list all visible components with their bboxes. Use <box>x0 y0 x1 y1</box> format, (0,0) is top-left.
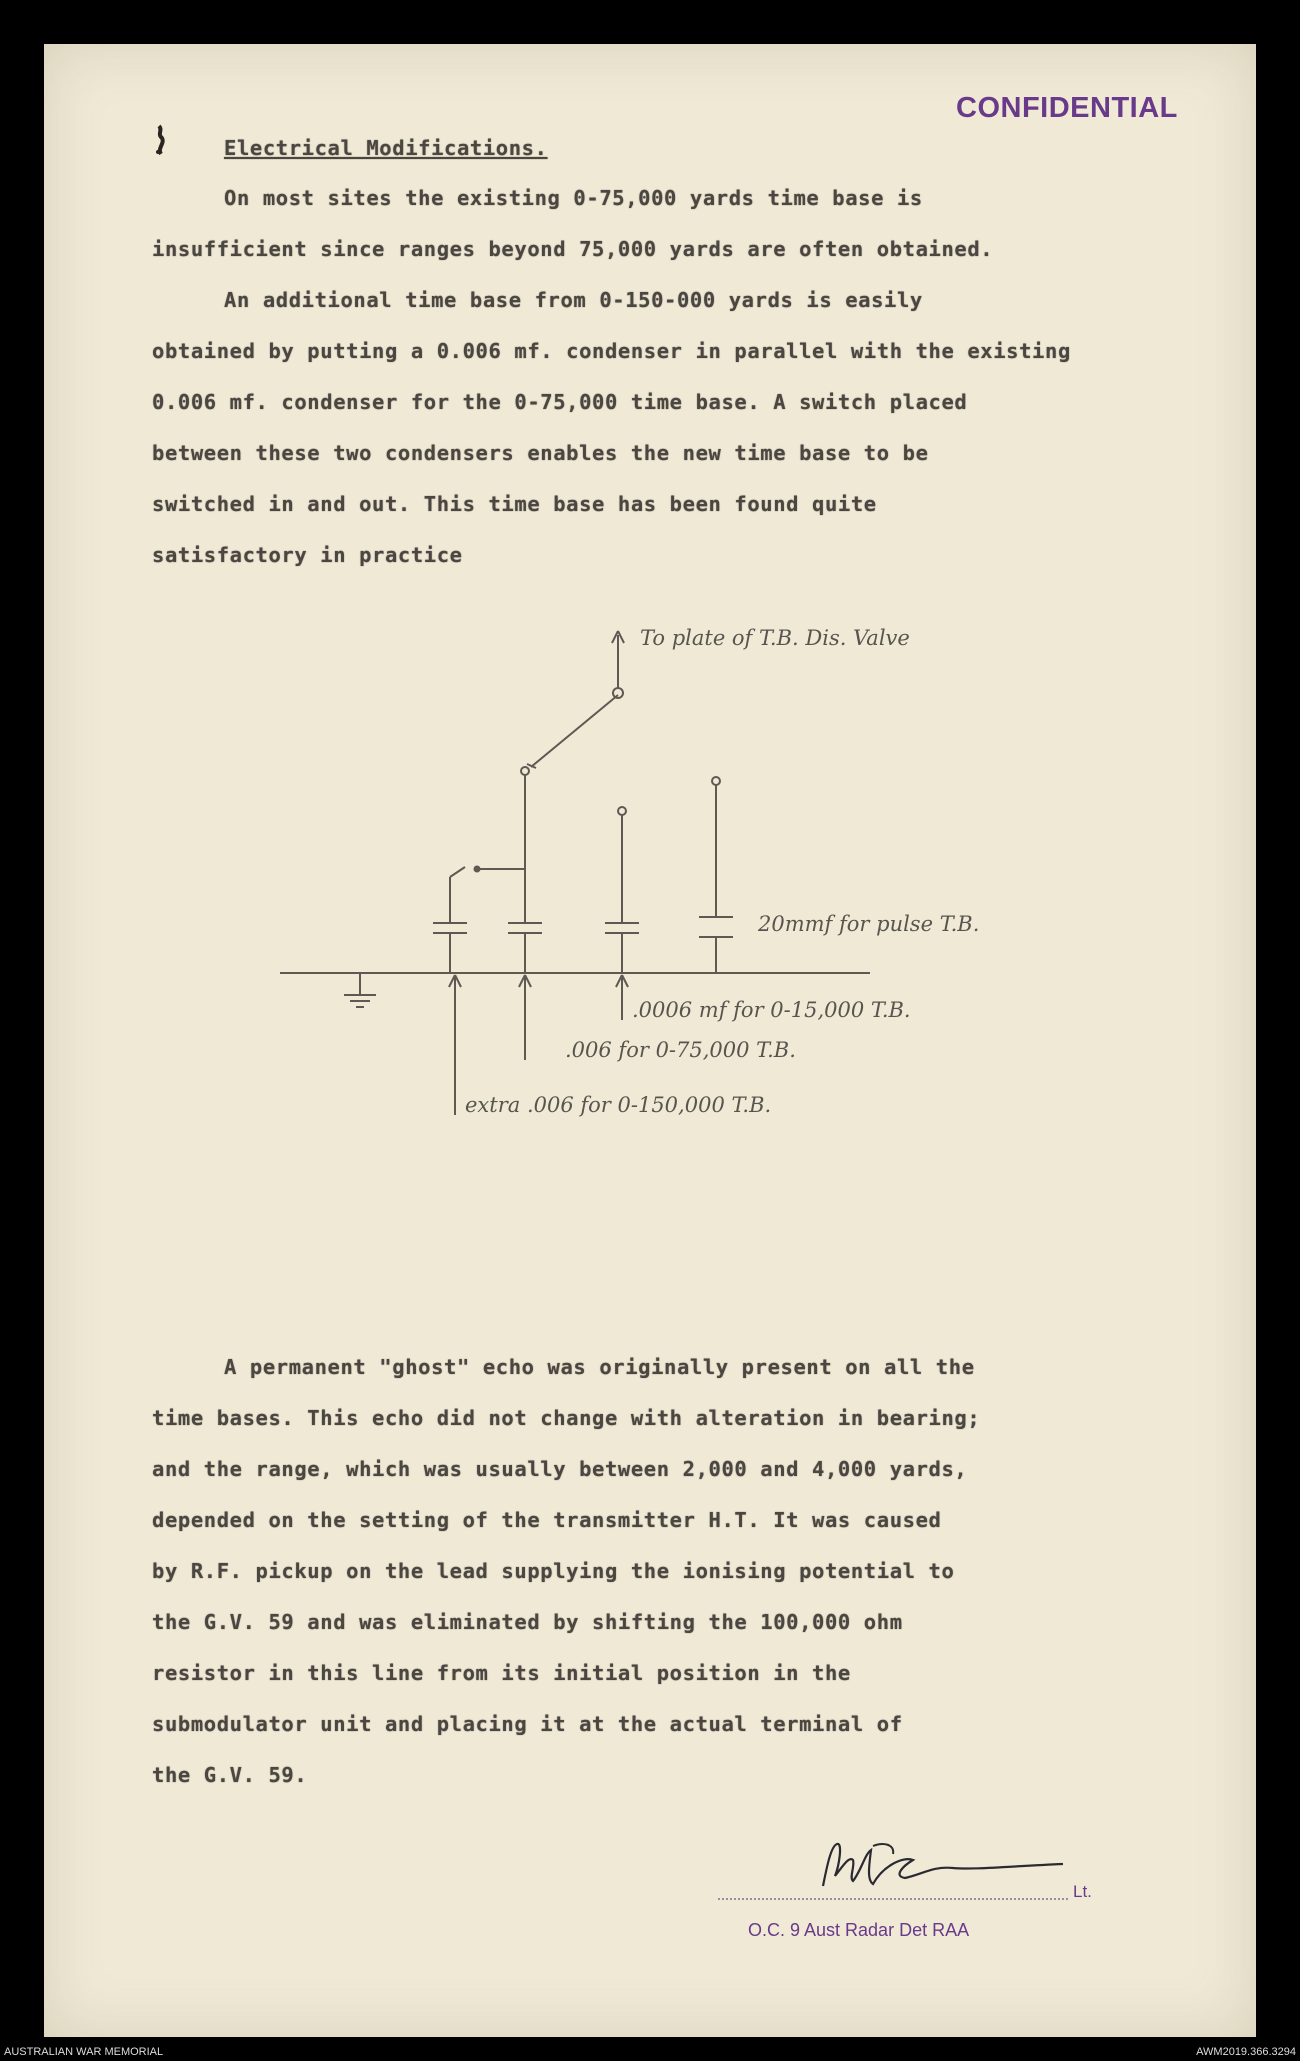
text-line: An additional time base from 0-150-000 yards is easily <box>224 288 923 312</box>
section-heading: Electrical Modifications. <box>224 136 548 160</box>
text-line: On most sites the existing 0-75,000 yards time base is <box>224 186 923 210</box>
label-extra-006: extra .006 for 0-150,000 T.B. <box>465 1093 772 1117</box>
text-line: obtained by putting a 0.006 mf. condenser in parallel with the existing <box>152 339 1071 363</box>
text-line: depended on the setting of the transmitter H.T. It was caused <box>152 1508 942 1532</box>
confidential-stamp: CONFIDENTIAL <box>956 92 1178 124</box>
circuit-diagram <box>280 615 1100 1155</box>
text-line: between these two condensers enables the new time base to be <box>152 441 929 465</box>
text-line: resistor in this line from its initial position in the <box>152 1661 851 1685</box>
signature-line <box>718 1888 1068 1900</box>
text-line: switched in and out. This time base has been found quite <box>152 492 877 516</box>
text-line: by R.F. pickup on the lead supplying the ionising potential to <box>152 1559 955 1583</box>
capacitor-extra-006 <box>433 877 467 973</box>
label-plate: To plate of T.B. Dis. Valve <box>640 626 910 650</box>
text-line: the G.V. 59 and was eliminated by shifting the 100,000 ohm <box>152 1610 903 1634</box>
selector-arm <box>527 631 624 768</box>
text-line: 0.006 mf. condenser for the 0-75,000 time base. A switch placed <box>152 390 968 414</box>
label-0006: .0006 mf for 0-15,000 T.B. <box>632 998 911 1022</box>
capacitor-0006 <box>605 807 639 973</box>
footer-institution: AUSTRALIAN WAR MEMORIAL <box>4 2046 164 2058</box>
label-20mmf: 20mmf for pulse T.B. <box>758 912 980 936</box>
text-line: the G.V. 59. <box>152 1763 308 1787</box>
officer-title-stamp: O.C. 9 Aust Radar Det RAA <box>748 1920 970 1940</box>
text-line: insufficient since ranges beyond 75,000 yards are often obtained. <box>152 237 994 261</box>
label-006: .006 for 0-75,000 T.B. <box>565 1038 796 1062</box>
text-line: A permanent "ghost" echo was originally present on all the <box>224 1355 975 1379</box>
text-line: submodulator unit and placing it at the actual terminal of <box>152 1712 903 1736</box>
text-line: and the range, which was usually between 2,000 and 4,000 yards, <box>152 1457 968 1481</box>
pin-hole-mark <box>147 122 177 162</box>
rank-suffix: Lt. <box>1073 1882 1092 1901</box>
switch <box>450 867 525 878</box>
text-line: satisfactory in practice <box>152 543 463 567</box>
capacitor-20mmf <box>699 777 733 973</box>
footer-accession-number: AWM2019.366.3294 <box>1196 2046 1296 2058</box>
text-line: time bases. This echo did not change with alteration in bearing; <box>152 1406 981 1430</box>
